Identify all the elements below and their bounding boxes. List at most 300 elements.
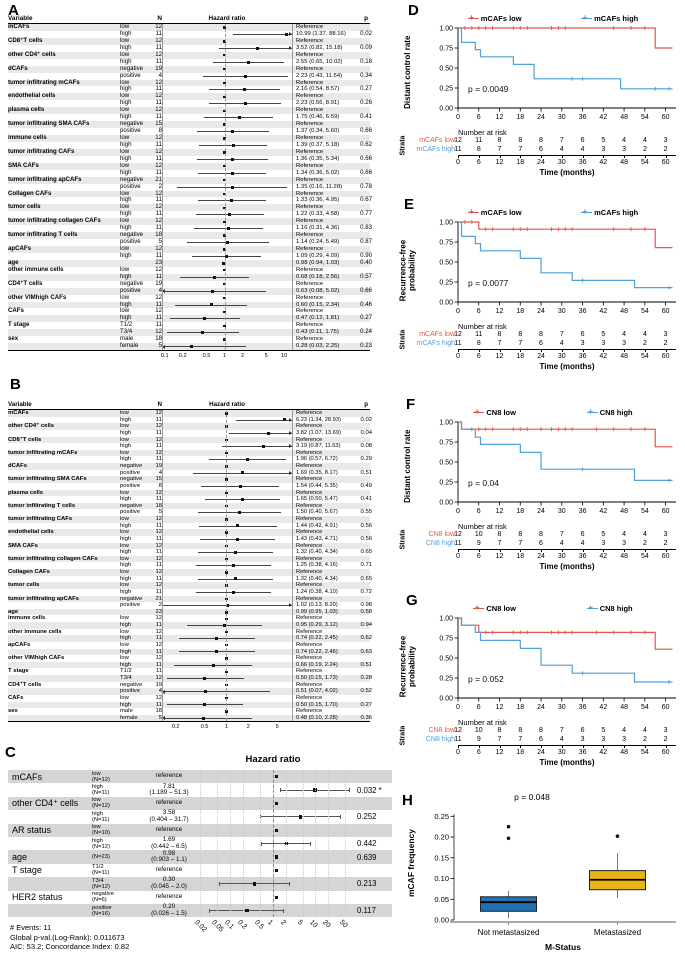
legend-label: mCAFs low bbox=[480, 208, 522, 217]
axis-tick-label: 0.02 bbox=[193, 919, 208, 934]
x-tick-label: 12 bbox=[495, 114, 504, 121]
n-value: 11 bbox=[155, 429, 162, 436]
estimate-marker bbox=[223, 151, 225, 153]
forest-row bbox=[8, 523, 370, 530]
hr-value-text: 1.50 (0.40, 5.67) bbox=[296, 509, 338, 516]
forest-row bbox=[8, 38, 370, 45]
hr-value-text: 2.55 (0.65, 10.02) bbox=[296, 58, 343, 65]
hr-value-text: 1.39 (0.37, 5.18) bbox=[296, 141, 340, 148]
hr-value-text: 0.99 (0.95, 1.03) bbox=[296, 608, 338, 615]
y-tick-label: 0.25 bbox=[439, 479, 453, 487]
x-tick-label: 18 bbox=[516, 114, 525, 121]
hr-value-text: Reference bbox=[296, 655, 323, 662]
forest-plot-cell bbox=[162, 267, 292, 274]
hr-value-text: 0.48 (0.10, 2.28) bbox=[296, 714, 338, 721]
risk-axis-tick bbox=[562, 745, 563, 748]
level-label: positive bbox=[120, 238, 141, 246]
n-value: 12 bbox=[155, 628, 162, 635]
km-plot bbox=[418, 418, 681, 522]
arrow-left-icon bbox=[162, 289, 165, 293]
forest-row bbox=[8, 315, 370, 322]
estimate-marker bbox=[225, 631, 227, 633]
n-value: 11 bbox=[155, 113, 162, 121]
variable-name: tumor infiltrating CAFs bbox=[8, 516, 73, 522]
risk-count: 7 bbox=[518, 145, 523, 153]
risk-axis-tick-label: 54 bbox=[640, 158, 649, 166]
risk-count: 4 bbox=[559, 539, 564, 547]
n-value: 18 bbox=[155, 231, 162, 239]
legend-key bbox=[473, 408, 484, 417]
hr-value-text: Reference bbox=[296, 148, 324, 155]
variable-name: tumor infiltrating T cells bbox=[8, 231, 78, 239]
risk-axis-tick-label: 30 bbox=[557, 352, 566, 360]
legend-key bbox=[468, 14, 479, 23]
level-label: negative bbox=[120, 595, 143, 602]
hr-value: reference bbox=[155, 799, 183, 807]
y-tick-label: 0.25 bbox=[439, 279, 453, 287]
risk-count: 2 bbox=[663, 339, 668, 347]
n-value: 11 bbox=[155, 251, 162, 259]
hr-value-text: 1.02 (0.13, 8.20) bbox=[296, 602, 338, 609]
forest-plot-cell bbox=[162, 218, 292, 225]
arrow-right-icon bbox=[289, 603, 292, 607]
x-axis-label: Time (months) bbox=[539, 758, 595, 767]
forest-plot-cell bbox=[162, 556, 292, 563]
panel-label-d: D bbox=[408, 2, 419, 19]
n-value: 15 bbox=[155, 120, 162, 128]
hr-value-text: 1.16 (0.31, 4.36) bbox=[296, 225, 340, 232]
forest-row bbox=[8, 688, 370, 695]
hr-value-text: Reference bbox=[296, 65, 324, 72]
variable-name: other immune cells bbox=[8, 265, 64, 273]
x-tick-label: 54 bbox=[640, 508, 649, 515]
y-tick-label: 0.25 bbox=[439, 85, 453, 93]
p-value: 0.77 bbox=[360, 210, 372, 218]
n-value: 11 bbox=[155, 562, 162, 569]
hr-value-text: 0.28 (0.03, 2.25) bbox=[296, 343, 340, 350]
panel-d-km bbox=[398, 14, 683, 192]
risk-row bbox=[398, 540, 683, 548]
risk-count: 7 bbox=[559, 331, 564, 338]
legend-label: CN8 high bbox=[599, 604, 633, 613]
forest-row bbox=[8, 824, 392, 837]
y-tick-label: 0.25 bbox=[439, 675, 453, 683]
forest-plot-cell bbox=[162, 642, 292, 649]
risk-count: 9 bbox=[476, 539, 481, 547]
axis-tick-label: 5 bbox=[264, 352, 268, 359]
forest-row bbox=[8, 609, 370, 616]
p-value: 0.442 bbox=[357, 839, 377, 849]
ci-line bbox=[162, 346, 246, 347]
km-ylabel-box bbox=[398, 422, 418, 518]
risk-axis-tick-label: 6 bbox=[476, 748, 481, 756]
hr-value-text: Reference bbox=[296, 489, 323, 496]
level-label: low bbox=[120, 245, 130, 252]
y-tick-label: 0.20 bbox=[434, 832, 449, 842]
estimate-marker bbox=[225, 465, 227, 467]
plus-censor-icon: + bbox=[474, 603, 480, 612]
level-label: low bbox=[120, 134, 130, 141]
estimate-marker bbox=[222, 262, 225, 265]
value-cell bbox=[136, 810, 202, 823]
risk-count: 6 bbox=[580, 727, 585, 734]
n-value: 12 bbox=[155, 217, 162, 225]
level-label: low bbox=[120, 265, 130, 273]
p-value: 0.51 bbox=[360, 661, 372, 668]
level-label: T1/2 bbox=[120, 321, 133, 329]
risk-axis-tick bbox=[479, 549, 480, 552]
p-value: 0.18 bbox=[360, 57, 372, 65]
axis-tick-label: 10 bbox=[281, 352, 288, 359]
n-value: 11 bbox=[155, 416, 162, 423]
risk-count: 3 bbox=[601, 539, 606, 547]
variable-name: CD4⁺T cells bbox=[8, 681, 42, 688]
hr-value-text: 0.68 (0.18, 2.56) bbox=[296, 273, 340, 280]
estimate-marker bbox=[223, 123, 225, 125]
estimate-marker bbox=[285, 33, 288, 36]
forest-plot-cell bbox=[162, 322, 292, 329]
y-tick-label: 0.00 bbox=[439, 105, 453, 113]
forest-plot-cell bbox=[162, 59, 292, 66]
risk-axis-tick-label: 30 bbox=[557, 748, 566, 756]
x-tick-label: 42 bbox=[599, 508, 608, 515]
forest-plot-cell bbox=[162, 463, 292, 470]
risk-count: 2 bbox=[642, 145, 647, 153]
forest-plot-cell bbox=[162, 609, 292, 616]
level-label: high bbox=[92, 810, 103, 817]
hr-value-text: Reference bbox=[296, 246, 324, 252]
n-value: 12 bbox=[155, 36, 162, 44]
estimate-marker bbox=[223, 207, 225, 209]
hr-value-text: 1.65 (0.50, 5.47) bbox=[296, 496, 338, 503]
hr-value: 0.30 bbox=[162, 876, 176, 884]
p-value: 0.51 bbox=[360, 469, 372, 476]
estimate-marker bbox=[225, 584, 227, 586]
forest-plot-cell bbox=[162, 470, 292, 477]
risk-count: 4 bbox=[580, 145, 585, 153]
forest-row bbox=[8, 682, 370, 689]
level-label: low bbox=[120, 569, 129, 575]
risk-count: 8 bbox=[518, 727, 523, 734]
hr-value-text: Reference bbox=[296, 463, 323, 469]
risk-axis-tick-label: 18 bbox=[516, 158, 525, 166]
x-tick-label: 6 bbox=[476, 114, 481, 121]
axis-tick-label: 0.2 bbox=[235, 919, 248, 932]
estimate-marker bbox=[223, 297, 225, 299]
level-label: high bbox=[92, 784, 103, 791]
n-value: 19 bbox=[155, 279, 162, 287]
risk-count: 4 bbox=[642, 727, 647, 734]
estimate-marker bbox=[232, 564, 235, 567]
y-tick-label: 0.15 bbox=[434, 853, 449, 863]
header-p: p bbox=[364, 15, 368, 22]
forest-plot-cell bbox=[162, 288, 292, 295]
legend-item bbox=[468, 14, 522, 23]
risk-axis-tick-label: 18 bbox=[516, 748, 525, 756]
n-value: 19 bbox=[155, 64, 162, 72]
risk-table-title: Number at risk bbox=[458, 718, 507, 727]
n-value: 11 bbox=[155, 535, 162, 542]
axis-tick-label: 0.5 bbox=[252, 919, 265, 932]
hr-value-text: 1.69 (0.35, 8.17) bbox=[296, 469, 338, 476]
p-value-text: p = 0.052 bbox=[468, 674, 504, 684]
n-value: 12 bbox=[155, 516, 162, 522]
y-tick-label: 0.50 bbox=[439, 459, 453, 467]
forest-plot-cell bbox=[162, 86, 292, 93]
ci-line bbox=[162, 718, 252, 719]
hr-value: reference bbox=[155, 772, 183, 780]
risk-count: 11 bbox=[454, 145, 462, 153]
level-label: positive bbox=[120, 182, 141, 190]
p-value: 0.28 bbox=[360, 675, 372, 681]
risk-count: 4 bbox=[642, 531, 647, 538]
variable-name: tumor infiltrating SMA CAFs bbox=[8, 476, 87, 483]
n-value: 12 bbox=[155, 147, 162, 155]
forest-plot-cell bbox=[162, 121, 292, 128]
variable-name: SMA CAFs bbox=[8, 542, 38, 549]
level-label: negative bbox=[120, 463, 143, 469]
hr-value-text: Reference bbox=[296, 708, 323, 715]
risk-axis-tick bbox=[520, 349, 521, 352]
ci-line bbox=[162, 691, 270, 692]
x-tick-label: 36 bbox=[578, 704, 587, 711]
arrow-right-icon bbox=[289, 32, 292, 36]
level-label: positive bbox=[92, 904, 112, 911]
risk-count: 4 bbox=[622, 531, 627, 538]
forest-row bbox=[8, 66, 370, 73]
risk-axis-tick bbox=[479, 349, 480, 352]
hr-value-text: 0.98 (0.94, 1.03) bbox=[296, 259, 340, 266]
estimate-marker bbox=[232, 591, 235, 594]
risk-strata-name: CN8 low bbox=[428, 727, 455, 734]
risk-axis-tick-label: 0 bbox=[456, 158, 460, 166]
hr-value-text: 1.24 (0.38, 4.10) bbox=[296, 588, 338, 595]
hr-value: 0.98 bbox=[162, 849, 176, 857]
variable-name: CAFs bbox=[8, 307, 24, 315]
risk-strata-name: mCAFs low bbox=[419, 331, 455, 338]
estimate-marker bbox=[215, 637, 218, 640]
p-value: 0.40 bbox=[360, 258, 372, 266]
km-ylabel-box bbox=[398, 28, 418, 124]
risk-axis-tick bbox=[458, 745, 459, 748]
value-cell bbox=[136, 837, 202, 850]
risk-count: 5 bbox=[601, 137, 606, 144]
risk-axis-tick-label: 24 bbox=[537, 748, 545, 756]
legend-item bbox=[468, 208, 522, 217]
p-value: 0.83 bbox=[360, 224, 372, 232]
arrow-left-icon bbox=[162, 716, 165, 720]
level-label: low bbox=[120, 410, 129, 416]
forest-row bbox=[8, 864, 392, 877]
estimate-marker bbox=[262, 445, 265, 448]
n-value: 11 bbox=[155, 300, 162, 308]
forest-plot-cell bbox=[162, 602, 292, 609]
hr-value-text: Reference bbox=[296, 218, 324, 225]
value-cell bbox=[136, 784, 202, 797]
variable-name: T stage bbox=[12, 865, 42, 876]
estimate-marker bbox=[285, 842, 289, 846]
p-value: 0.55 bbox=[360, 509, 372, 516]
hr-value: reference bbox=[155, 892, 183, 900]
risk-axis-tick bbox=[624, 745, 625, 748]
axis-tick-label: 20 bbox=[321, 919, 332, 930]
ci-cap-right bbox=[310, 842, 311, 846]
estimate-marker bbox=[223, 165, 225, 167]
estimate-marker bbox=[223, 269, 225, 271]
legend-key bbox=[473, 604, 484, 613]
p-value: 0.65 bbox=[360, 575, 372, 582]
forest-row bbox=[8, 649, 370, 656]
p-value: 0.04 bbox=[360, 429, 372, 436]
ci-cap-left bbox=[209, 909, 210, 913]
axis-tick-label: 0.1 bbox=[160, 352, 169, 359]
variable-name: sex bbox=[8, 335, 19, 343]
stats-footer-line: Global p-val.(Log-Rank): 0.011673 bbox=[10, 932, 125, 942]
x-tick-label: 24 bbox=[537, 114, 545, 121]
level-label: low bbox=[120, 542, 129, 549]
n-value: 4 bbox=[158, 688, 162, 695]
forest-plot-cell bbox=[162, 529, 292, 536]
forest-row bbox=[8, 52, 370, 59]
forest-plot-cell bbox=[162, 615, 292, 622]
hr-value-text: Reference bbox=[296, 502, 323, 509]
forest-plot-cell bbox=[202, 837, 352, 850]
risk-axis-tick-label: 42 bbox=[599, 158, 608, 166]
hr-value: 7.81 bbox=[162, 782, 176, 790]
forest-row bbox=[8, 797, 392, 810]
chart-title: Hazard ratio bbox=[245, 754, 301, 765]
risk-axis-tick-label: 54 bbox=[640, 552, 649, 560]
forest-plot-cell bbox=[202, 877, 352, 890]
risk-count: 5 bbox=[601, 331, 606, 338]
forest-plot-cell bbox=[162, 52, 292, 59]
axis-tick-label: 5 bbox=[275, 723, 279, 730]
forest-plot-cell bbox=[162, 239, 292, 246]
level-label: high bbox=[120, 210, 132, 218]
p-value: 0.02 bbox=[360, 29, 372, 37]
forest-row bbox=[8, 877, 392, 890]
variable-name: T stage bbox=[8, 321, 30, 329]
forest-row bbox=[8, 253, 370, 260]
forest-plot-cell bbox=[162, 295, 292, 302]
x-tick-label: 42 bbox=[599, 308, 608, 315]
forest-row bbox=[8, 329, 370, 336]
strata-label: Strata bbox=[399, 529, 407, 550]
forest-plot-cell bbox=[162, 503, 292, 510]
p-value-text: p = 0.0049 bbox=[468, 84, 509, 94]
estimate-marker bbox=[239, 485, 242, 488]
strata-label: Strata bbox=[399, 329, 407, 350]
forest-row bbox=[8, 668, 370, 675]
forest-row bbox=[8, 322, 370, 329]
y-tick-label: 0.75 bbox=[439, 635, 453, 643]
n-value: 12 bbox=[155, 50, 162, 58]
level-label: high bbox=[120, 29, 132, 37]
estimate-marker bbox=[275, 775, 278, 778]
estimate-marker bbox=[225, 531, 227, 533]
legend-item bbox=[473, 604, 516, 613]
ci-line bbox=[233, 34, 292, 35]
level-label: negative bbox=[120, 279, 144, 287]
estimate-marker bbox=[243, 88, 246, 91]
level-label: high bbox=[120, 57, 132, 65]
n-value: 4 bbox=[158, 469, 162, 476]
level-label: high bbox=[120, 314, 132, 322]
value-cell bbox=[136, 904, 202, 917]
hr-ci: (0.026 – 1.5) bbox=[151, 909, 187, 917]
p-value: 0.41 bbox=[360, 496, 372, 503]
risk-count: 11 bbox=[454, 735, 462, 743]
forest-plot-cell bbox=[162, 629, 292, 636]
p-value: 0.66 bbox=[360, 154, 372, 162]
variable-name: tumor infiltrating mCAFs bbox=[8, 78, 80, 86]
estimate-marker bbox=[223, 193, 225, 195]
n-value: 11 bbox=[155, 210, 162, 218]
estimate-marker bbox=[225, 618, 227, 620]
panel-label-c: C bbox=[5, 744, 16, 761]
risk-axis-tick bbox=[458, 549, 459, 552]
hr-value-text: Reference bbox=[296, 280, 324, 287]
forest-plot-cell bbox=[162, 543, 292, 550]
hr-value-text: Reference bbox=[296, 529, 323, 536]
forest-header bbox=[8, 14, 370, 24]
level-label: high bbox=[120, 154, 132, 162]
level-cell bbox=[92, 824, 136, 836]
risk-axis-tick-label: 36 bbox=[578, 748, 587, 756]
hr-value: reference bbox=[155, 866, 183, 874]
estimate-marker bbox=[223, 311, 225, 313]
arrow-right-icon bbox=[289, 444, 292, 448]
risk-axis-tick bbox=[583, 745, 584, 748]
hr-value-text: 1.37 (0.34, 5.60) bbox=[296, 128, 340, 135]
x-axis-label: M-Status bbox=[545, 942, 581, 952]
estimate-marker bbox=[225, 255, 228, 258]
forest-plot-cell bbox=[162, 31, 292, 38]
stats-footer bbox=[10, 923, 129, 951]
level-label: T1/2 bbox=[92, 864, 104, 871]
risk-row bbox=[398, 727, 683, 735]
forest-row bbox=[8, 417, 370, 424]
risk-table-title: Number at risk bbox=[458, 322, 507, 331]
x-tick-label: 42 bbox=[599, 704, 608, 711]
risk-count: 8 bbox=[518, 137, 523, 144]
hr-value-text: Reference bbox=[296, 628, 323, 635]
estimate-marker bbox=[225, 452, 227, 454]
hr-value-text: Reference bbox=[296, 582, 323, 589]
risk-axis-tick bbox=[562, 549, 563, 552]
x-tick-label: 12 bbox=[495, 704, 504, 711]
variable-name: endothelial cells bbox=[8, 92, 56, 100]
level-cell bbox=[92, 864, 136, 876]
risk-axis-tick bbox=[541, 745, 542, 748]
risk-count: 11 bbox=[475, 331, 483, 338]
n-value: 4 bbox=[158, 286, 162, 294]
level-label: female bbox=[120, 342, 139, 350]
forest-plot-cell bbox=[162, 107, 292, 114]
risk-axis-tick-label: 42 bbox=[599, 552, 608, 560]
risk-axis-tick-label: 0 bbox=[456, 552, 460, 560]
risk-count: 10 bbox=[474, 727, 483, 734]
risk-count: 3 bbox=[663, 727, 668, 734]
risk-axis-tick bbox=[583, 549, 584, 552]
stats-footer-line: AIC: 53.2; Concordance Index: 0.82 bbox=[10, 941, 130, 951]
n-value: 11 bbox=[155, 85, 162, 93]
axis-tick-label: 0.2 bbox=[171, 723, 180, 730]
panel-f-km bbox=[398, 408, 683, 586]
p-value: 0.36 bbox=[360, 714, 372, 721]
plus-censor-icon: + bbox=[588, 603, 593, 612]
hr-value-text: 1.32 (0.40, 4.34) bbox=[296, 549, 338, 556]
